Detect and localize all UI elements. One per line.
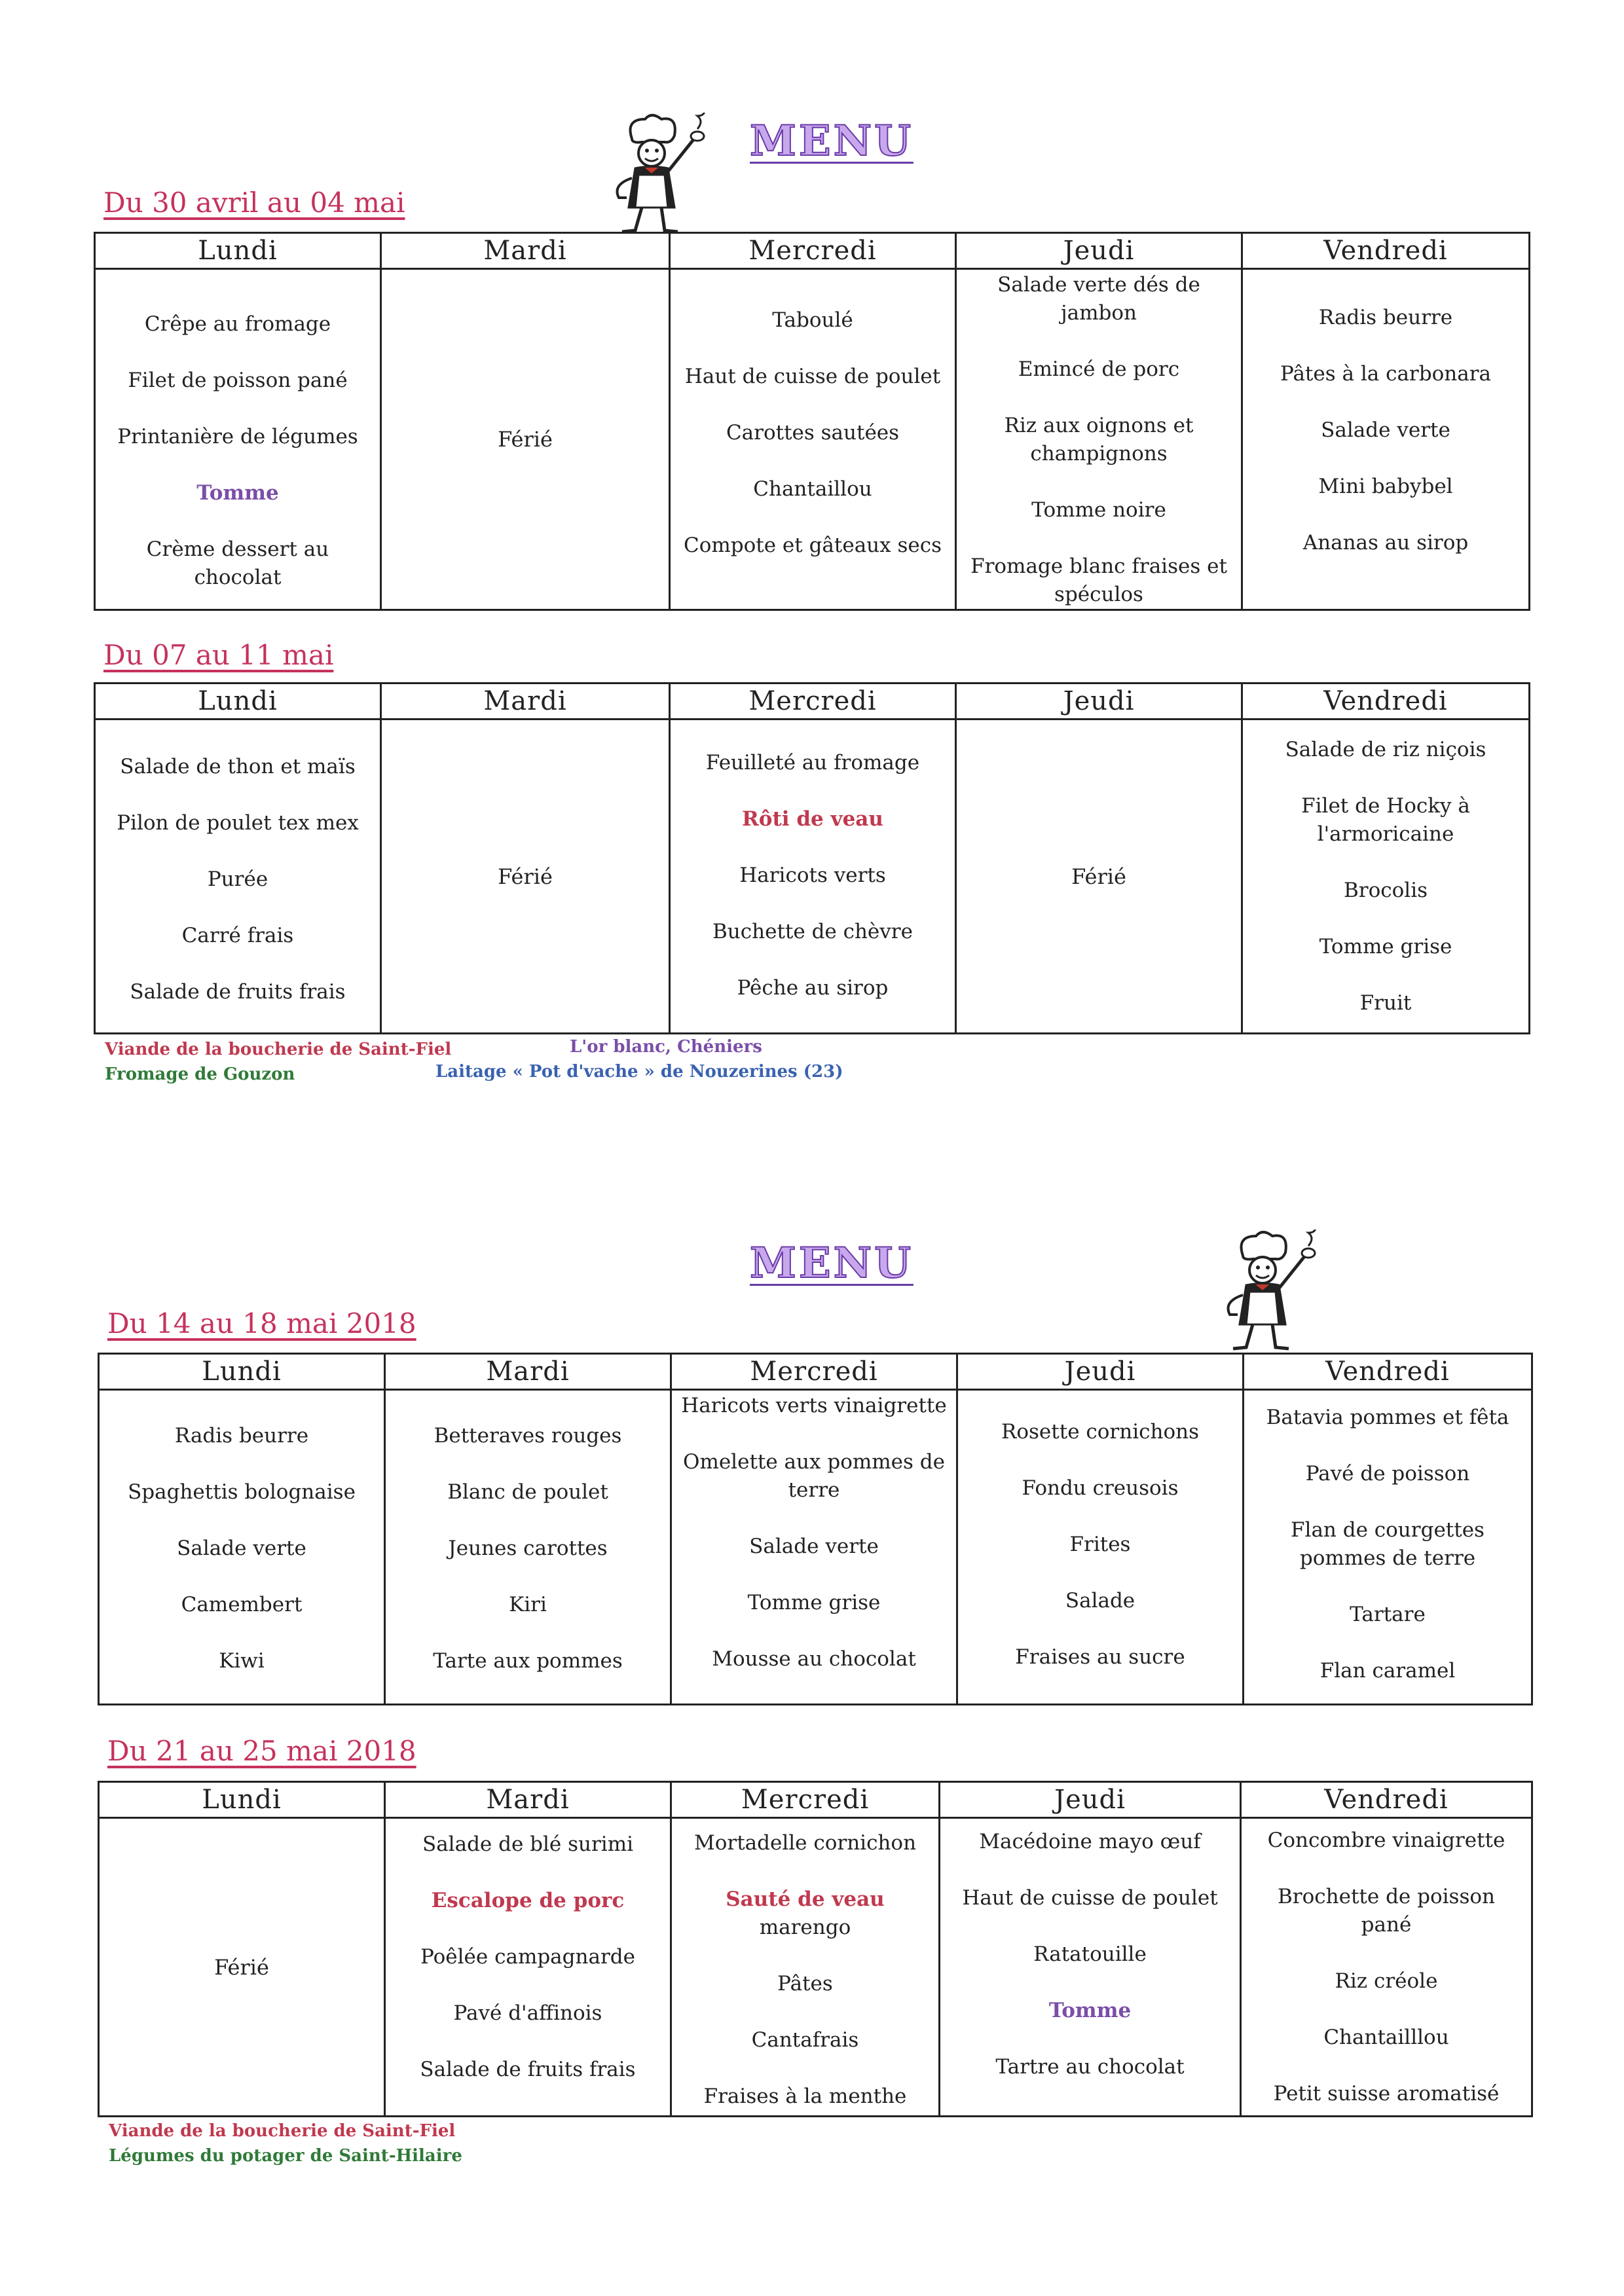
dish: Printanière de légumes	[117, 425, 358, 448]
dish: Radis beurre	[1318, 306, 1453, 329]
dish: Riz créole	[1335, 1969, 1438, 1993]
dish: Omelette aux pommes de terre	[683, 1450, 945, 1502]
day-header-vendredi: Vendredi	[1244, 1354, 1532, 1390]
day-header-mercredi: Mercredi	[670, 683, 956, 720]
day-header-vendredi: Vendredi	[1241, 1782, 1532, 1818]
dish: Salade de blé surimi	[422, 1832, 634, 1856]
dish: Poêlée campagnarde	[420, 1945, 635, 1969]
week-title: Du 21 au 25 mai 2018	[107, 1735, 416, 1767]
dish: Emincé de porc	[1018, 357, 1180, 381]
day-cell-jeudi	[956, 269, 1242, 610]
day-cell-mardi	[385, 1390, 671, 1705]
dish: Tartre au chocolat	[995, 2055, 1185, 2079]
dish: Tomme grise	[747, 1591, 881, 1614]
dish: Flan caramel	[1320, 1659, 1456, 1683]
dish: Chantailllou	[1323, 2026, 1449, 2049]
legend-legumes: Légumes du potager de Saint-Hilaire	[109, 2146, 462, 2166]
dish: Filet de poisson pané	[128, 369, 348, 392]
day-header-mercredi: Mercredi	[671, 1782, 940, 1818]
dish: Salade de riz niçois	[1285, 738, 1486, 761]
dish: Salade	[1065, 1589, 1135, 1613]
dish: Chantaillou	[753, 477, 872, 501]
dish: Brochette de poisson pané	[1278, 1885, 1495, 1937]
menu-table-week-3	[98, 1353, 1533, 1705]
dish: Batavia pommes et fêta	[1266, 1406, 1509, 1429]
day-cell-mercredi	[670, 720, 956, 1034]
dish: Tomme grise	[1319, 935, 1452, 958]
dish: Tomme	[196, 481, 279, 505]
dish: Pavé de poisson	[1305, 1462, 1470, 1485]
dish: Fromage blanc fraises et spéculos	[970, 555, 1227, 606]
day-cell-mercredi	[671, 1390, 957, 1705]
dish: Camembert	[181, 1593, 303, 1616]
legend-viande: Viande de la boucherie de Saint-Fiel	[109, 2121, 456, 2141]
week-title: Du 30 avril au 04 mai	[103, 187, 405, 219]
dish: Cantafrais	[751, 2028, 859, 2052]
legend-or-blanc: L'or blanc, Chéniers	[570, 1037, 762, 1057]
day-cell-vendredi	[1241, 1818, 1532, 2117]
dish: Mortadelle cornichon	[693, 1831, 917, 1855]
legend-viande: Viande de la boucherie de Saint-Fiel	[105, 1040, 452, 1059]
day-header-lundi: Lundi	[95, 233, 381, 269]
week-title: Du 14 au 18 mai 2018	[107, 1307, 416, 1339]
dish: Buchette de chèvre	[712, 920, 913, 943]
dish: Carré frais	[181, 924, 294, 947]
day-cell-vendredi	[1242, 720, 1530, 1034]
dish: Rosette cornichons	[1001, 1420, 1199, 1444]
day-cell-mardi	[381, 269, 670, 610]
dish: Pâtes	[777, 1972, 833, 1995]
day-cell-lundi	[95, 720, 381, 1034]
dish: Compote et gâteaux secs	[683, 534, 942, 557]
day-header-jeudi: Jeudi	[956, 683, 1242, 720]
day-header-mardi: Mardi	[385, 1782, 671, 1818]
dish: Tarte aux pommes	[433, 1649, 623, 1673]
dish: Spaghettis bolognaise	[128, 1480, 356, 1504]
dish: Salade de thon et maïs	[120, 755, 356, 778]
dish: Betteraves rouges	[434, 1424, 622, 1448]
holiday-label: Férié	[498, 864, 553, 889]
dish: Fruit	[1359, 991, 1412, 1015]
dish: Pêche au sirop	[737, 976, 889, 1000]
menu-table-week-1	[94, 232, 1530, 611]
dish: Feuilleté au fromage	[705, 751, 920, 774]
dish: Mini babybel	[1318, 475, 1453, 498]
dish: Petit suisse aromatisé	[1273, 2082, 1500, 2105]
day-header-lundi: Lundi	[95, 683, 381, 720]
dish: Fraises au sucre	[1015, 1645, 1185, 1669]
dish: Concombre vinaigrette	[1267, 1829, 1505, 1852]
dish: Riz aux oignons et champignons	[1004, 414, 1194, 465]
day-header-lundi: Lundi	[99, 1782, 385, 1818]
dish: Macédoine mayo œuf	[979, 1830, 1201, 1853]
holiday-label: Férié	[1071, 864, 1126, 889]
dish: Mousse au chocolat	[712, 1647, 916, 1671]
day-header-vendredi: Vendredi	[1242, 683, 1530, 720]
dish: Salade de fruits frais	[130, 980, 346, 1004]
dish: Jeunes carottes	[448, 1537, 608, 1560]
dish: Salade verte	[749, 1535, 879, 1558]
day-cell-mercredi	[670, 269, 956, 610]
dish: Escalope de porc	[431, 1889, 625, 1912]
dish: Salade verte	[177, 1537, 306, 1560]
dish: Carottes sautées	[726, 421, 900, 445]
dish: Haut de cuisse de poulet	[684, 365, 941, 388]
dish: Pâtes à la carbonara	[1280, 362, 1492, 386]
legend-fromage: Fromage de Gouzon	[105, 1065, 295, 1084]
holiday-label: Férié	[498, 427, 553, 452]
day-header-mardi: Mardi	[385, 1354, 671, 1390]
day-header-mercredi: Mercredi	[671, 1354, 957, 1390]
dish: Pavé d'affinois	[453, 2001, 602, 2025]
day-cell-jeudi	[940, 1818, 1241, 2117]
dish: Flan de courgettes pommes de terre	[1291, 1518, 1485, 1570]
dish: Haricots verts vinaigrette	[681, 1394, 947, 1417]
day-header-jeudi: Jeudi	[957, 1354, 1244, 1390]
day-header-jeudi: Jeudi	[956, 233, 1242, 269]
dish: Crème dessert au chocolat	[146, 538, 329, 589]
menu-title: MENU	[750, 1239, 913, 1288]
dish: Rôti de veau	[742, 807, 883, 831]
dish: Ananas au sirop	[1302, 531, 1469, 555]
dish: Sauté de veau marengo	[726, 1887, 885, 1939]
holiday-label: Férié	[214, 1954, 269, 1980]
day-cell-vendredi	[1242, 269, 1530, 610]
day-cell-mercredi	[671, 1818, 940, 2117]
dish: Ratatouille	[1033, 1942, 1147, 1966]
dish: Brocolis	[1343, 879, 1428, 902]
dish: Haricots verts	[739, 864, 886, 887]
dish: Taboulé	[772, 308, 853, 332]
dish: Purée	[207, 867, 268, 891]
legend-laitage: Laitage « Pot d'vache » de Nouzerines (23)	[435, 1062, 843, 1082]
day-cell-vendredi	[1244, 1390, 1532, 1705]
dish: Fraises à la menthe	[703, 2085, 907, 2108]
dish: Tomme noire	[1031, 498, 1166, 522]
day-cell-jeudi	[957, 1390, 1244, 1705]
day-header-jeudi: Jeudi	[940, 1782, 1241, 1818]
day-cell-jeudi	[956, 720, 1242, 1034]
day-header-mardi: Mardi	[381, 683, 670, 720]
dish: Tomme	[1048, 1999, 1132, 2022]
day-cell-lundi	[99, 1390, 385, 1705]
day-cell-lundi	[95, 269, 381, 610]
dish: Kiri	[509, 1593, 547, 1616]
dish: Radis beurre	[174, 1424, 309, 1448]
dish: Tartare	[1350, 1603, 1426, 1626]
dish: Frites	[1069, 1533, 1131, 1556]
dish: Salade verte dés de jambon	[997, 273, 1200, 325]
day-cell-lundi	[99, 1818, 385, 2117]
menu-table-week-4	[98, 1781, 1533, 2117]
day-header-mercredi: Mercredi	[670, 233, 956, 269]
dish: Salade de fruits frais	[420, 2058, 636, 2081]
chef-icon	[1210, 1230, 1341, 1354]
week-title: Du 07 au 11 mai	[103, 639, 334, 671]
menu-table-week-2	[94, 682, 1530, 1034]
day-header-lundi: Lundi	[99, 1354, 385, 1390]
dish: Pilon de poulet tex mex	[117, 811, 359, 835]
dish: Fondu creusois	[1022, 1476, 1179, 1500]
dish: Haut de cuisse de poulet	[962, 1886, 1218, 1910]
day-header-vendredi: Vendredi	[1242, 233, 1530, 269]
day-header-mardi: Mardi	[381, 233, 670, 269]
dish: Blanc de poulet	[447, 1480, 608, 1504]
day-cell-mardi	[381, 720, 670, 1034]
menu-title: MENU	[750, 117, 913, 166]
dish: Kiwi	[219, 1649, 265, 1673]
dish: Filet de Hocky à l'armoricaine	[1301, 794, 1470, 846]
chef-icon	[599, 113, 730, 237]
dish: Crêpe au fromage	[144, 312, 331, 336]
meat-highlight: Sauté de veau	[726, 1887, 885, 1911]
dish: Salade verte	[1321, 418, 1450, 442]
day-cell-mardi	[385, 1818, 671, 2117]
